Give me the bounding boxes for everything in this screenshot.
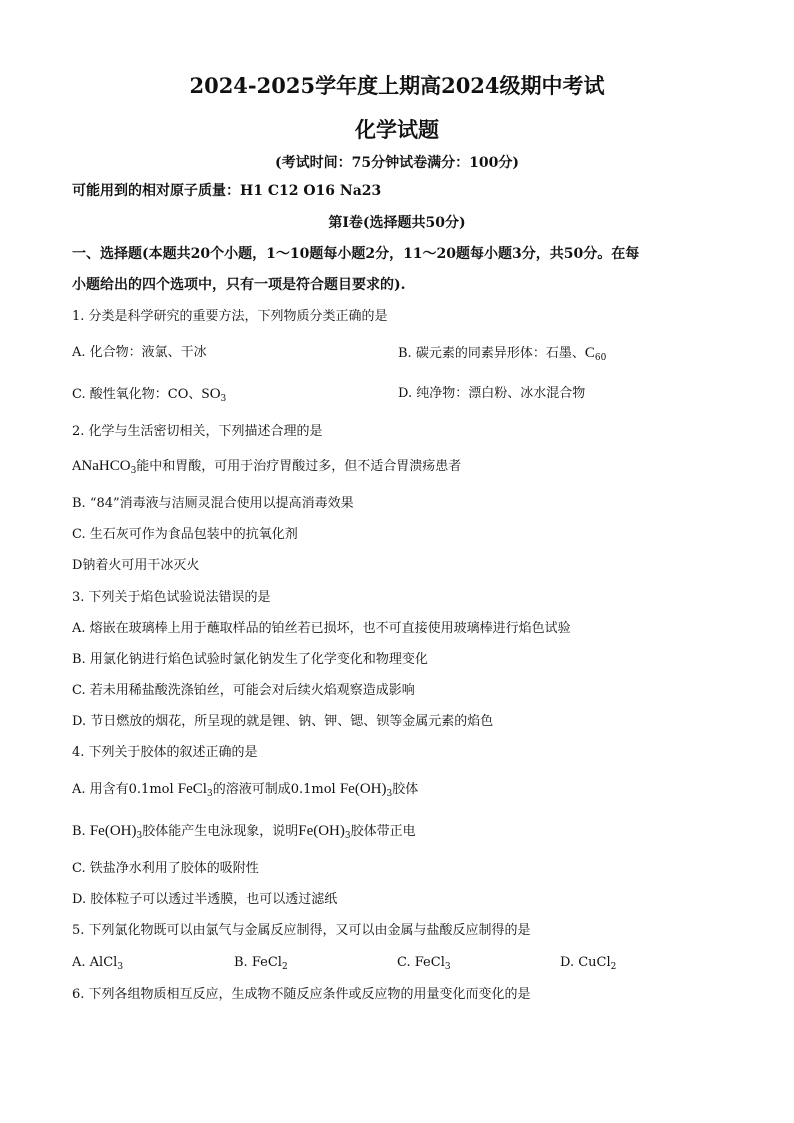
instructions-line-1: 一、选择题(本题共20个小题，1～10题每小题2分，11～20题每小题3分，共50分。在每 bbox=[72, 246, 640, 262]
q3-stem: 3. 下列关于焰色试验说法错误的是 bbox=[72, 590, 271, 605]
q4-option-d: D. 胶体粒子可以透过半透膜，也可以透过滤纸 bbox=[72, 892, 338, 907]
q4-option-b: B. $Fe(OH)_3$胶体能产生电泳现象，说明$Fe(OH)_3$胶体带正电 bbox=[72, 823, 416, 841]
q5-option-c: C. FeCl$_3$ bbox=[397, 955, 451, 972]
q2-option-d: D钠着火可用干冰灭火 bbox=[72, 558, 200, 573]
q3-option-d: D. 节日燃放的烟花，所呈现的就是锂、钠、钾、锶、钡等金属元素的焰色 bbox=[72, 714, 494, 729]
q2-option-a: ANaHCO$_3$能中和胃酸，可用于治疗胃酸过多，但不适合胃溃疡患者 bbox=[72, 458, 462, 476]
q5-option-d: D. CuCl$_2$ bbox=[560, 955, 617, 972]
q3-option-c: C. 若未用稀盐酸洗涤铂丝，可能会对后续火焰观察造成影响 bbox=[72, 683, 415, 698]
atomic-masses: 可能用到的相对原子质量：H1 C12 O16 Na23 bbox=[72, 183, 382, 199]
q1-option-d: D. 纯净物：漂白粉、冰水混合物 bbox=[398, 386, 586, 401]
q1-stem: 1. 分类是科学研究的重要方法，下列物质分类正确的是 bbox=[72, 309, 388, 324]
q2-option-c: C. 生石灰可作为食品包装中的抗氧化剂 bbox=[72, 527, 298, 542]
q5-option-b: B. FeCl$_2$ bbox=[234, 955, 288, 972]
q1-option-c: C. 酸性氧化物：CO、$SO_3$ bbox=[72, 386, 227, 404]
q3-option-a: A. 熔嵌在玻璃棒上用于蘸取样品的铂丝若已损坏，也不可直接使用玻璃棒进行焰色试验 bbox=[72, 621, 571, 636]
section-title: 第I卷(选择题共50分) bbox=[328, 215, 466, 231]
q2-stem: 2. 化学与生活密切相关，下列描述合理的是 bbox=[72, 424, 323, 439]
exam-title: 2024-2025学年度上期高2024级期中考试 bbox=[189, 73, 605, 98]
q2-option-b: B. “84”消毒液与洁厕灵混合使用以提高消毒效果 bbox=[72, 496, 354, 511]
q4-option-c: C. 铁盐净水利用了胶体的吸附性 bbox=[72, 861, 259, 876]
subject-title: 化学试题 bbox=[355, 117, 439, 142]
q6-stem: 6. 下列各组物质相互反应，生成物不随反应条件或反应物的用量变化而变化的是 bbox=[72, 987, 531, 1002]
q1-option-b: B. 碳元素的同素异形体：石墨、$C_{60}$ bbox=[398, 345, 607, 363]
q3-option-b: B. 用氯化钠进行焰色试验时氯化钠发生了化学变化和物理变化 bbox=[72, 652, 428, 667]
q5-stem: 5. 下列氯化物既可以由氯气与金属反应制得，又可以由金属与盐酸反应制得的是 bbox=[72, 923, 531, 938]
instructions-line-2: 小题给出的四个选项中，只有一项是符合题目要求的). bbox=[72, 277, 406, 293]
q4-option-a: A. 用含有0.1mol FeCl$_3$的溶液可制成0.1mol $Fe(OH)_3$胶体 bbox=[72, 781, 419, 799]
q5-option-a: A. AlCl$_3$ bbox=[72, 955, 124, 972]
exam-info: (考试时间：75分钟试卷满分：100分) bbox=[275, 155, 519, 171]
q1-option-a: A. 化合物：液氯、干冰 bbox=[72, 345, 207, 360]
q4-stem: 4. 下列关于胶体的叙述正确的是 bbox=[72, 745, 258, 760]
